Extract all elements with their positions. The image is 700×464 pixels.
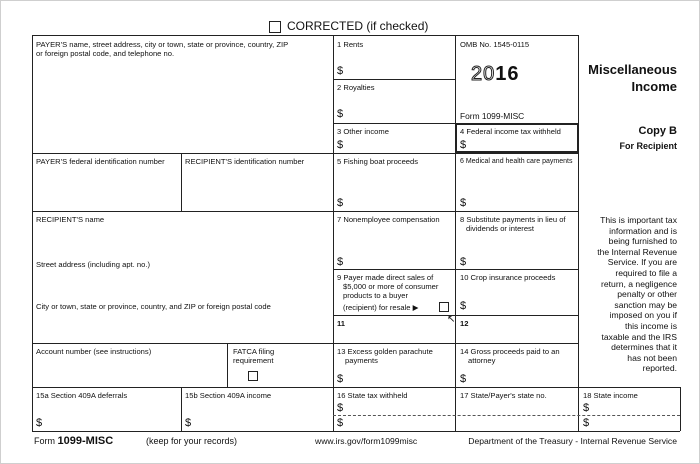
line-tin-top — [32, 153, 579, 154]
notice-line: being furnished to — [608, 236, 677, 247]
box18-label: 18 State income — [583, 391, 638, 400]
box7-dollar[interactable]: $ — [337, 256, 344, 268]
corrected-checkbox[interactable] — [269, 21, 281, 33]
box6-dollar[interactable]: $ — [460, 197, 467, 209]
fatca-label-2: requirement — [233, 356, 274, 365]
important-notice — [567, 215, 677, 374]
line-box16-split — [333, 415, 680, 416]
fatca-label-1: FATCA filing — [233, 347, 275, 356]
box6-label: 6 Medical and health care payments — [460, 158, 573, 165]
notice-line: penalty or other — [617, 289, 677, 300]
box11-label: 11 — [337, 319, 346, 328]
footer-form-word: Form — [34, 436, 55, 446]
footer-form — [34, 435, 113, 447]
city-label: City or town, state or province, country, and ZIP or foreign postal code — [36, 302, 271, 311]
form-name-small: Form 1099-MISC — [460, 111, 525, 121]
title-line-2: Income — [631, 79, 677, 94]
divider-col-a — [333, 35, 334, 431]
street-label: Street address (including apt. no.) — [36, 260, 150, 269]
divider-col-b — [455, 35, 456, 431]
box8-label-2: dividends or interest — [466, 224, 534, 233]
box10-label: 10 Crop insurance proceeds — [460, 273, 556, 282]
notice-line: has not been — [627, 352, 677, 363]
notice-line: sanction may be — [614, 299, 677, 310]
box16-dollar-2[interactable]: $ — [337, 417, 344, 429]
notice-line: return, a negligence — [601, 278, 677, 289]
tax-year-solid: 16 — [495, 63, 520, 85]
tax-year-outline: 20 — [471, 63, 496, 85]
box13-label-1: 13 Excess golden parachute — [337, 347, 433, 356]
box9-label-4: (recipient) for resale ▶ — [343, 303, 419, 312]
box12-label: 12 — [460, 319, 469, 328]
notice-line: information and is — [609, 225, 677, 236]
box16-label: 16 State tax withheld — [337, 391, 408, 400]
line-box11-top — [333, 315, 578, 316]
notice-line: required to file a — [615, 267, 677, 278]
box3-dollar[interactable]: $ — [337, 139, 344, 151]
box4-label: 4 Federal income tax withheld — [460, 127, 561, 136]
divider-tin — [181, 153, 182, 211]
line-box1-bottom — [333, 79, 455, 80]
box13-dollar[interactable]: $ — [337, 373, 344, 385]
box14-dollar[interactable]: $ — [460, 373, 467, 385]
divider-fatca — [227, 343, 228, 387]
box17-label: 17 State/Payer's state no. — [460, 391, 547, 400]
box5-label: 5 Fishing boat proceeds — [337, 157, 419, 166]
box14-label-1: 14 Gross proceeds paid to an — [460, 347, 560, 356]
box9-label-1: 9 Payer made direct sales of — [337, 273, 434, 282]
divider-15 — [181, 387, 182, 431]
box9-label-3: products to a buyer — [343, 291, 409, 300]
line-box15-top — [32, 387, 680, 388]
box15b-label: 15b Section 409A income — [185, 391, 272, 400]
line-box9-top — [333, 269, 578, 270]
mouse-cursor-icon: ↖ — [447, 314, 456, 325]
box18-dollar-2[interactable]: $ — [583, 417, 590, 429]
box3-label: 3 Other income — [337, 127, 389, 136]
box2-label: 2 Royalties — [337, 83, 375, 92]
footer-dept: Department of the Treasury - Internal Revenue Service — [468, 436, 677, 446]
account-label: Account number (see instructions) — [36, 347, 152, 356]
box8-label-1: 8 Substitute payments in lieu of — [460, 215, 566, 224]
payer-tin-label: PAYER'S federal identification number — [36, 157, 165, 166]
box16-dollar-1[interactable]: $ — [337, 402, 344, 414]
footer-keep: (keep for your records) — [146, 436, 238, 446]
box13-label-2: payments — [345, 356, 378, 365]
box1-dollar[interactable]: $ — [337, 65, 344, 77]
frame-left — [32, 35, 33, 431]
payer-label-2: or foreign postal code, and telephone no. — [36, 49, 175, 58]
frame-top — [32, 35, 578, 36]
box9-label-2: $5,000 or more of consumer — [343, 282, 439, 291]
box7-label: 7 Nonemployee compensation — [337, 215, 440, 224]
title-line-1: Miscellaneous — [588, 62, 677, 77]
tax-year — [471, 63, 520, 86]
box5-dollar[interactable]: $ — [337, 197, 344, 209]
footer-form-number: 1099-MISC — [57, 435, 114, 447]
frame-right-bottom — [680, 387, 681, 431]
payer-label-1: PAYER'S name, street address, city or town, state or province, country, ZIP — [36, 40, 289, 49]
fatca-checkbox[interactable] — [248, 371, 258, 381]
omb-number: OMB No. 1545-0115 — [460, 40, 530, 49]
box15a-dollar[interactable]: $ — [36, 417, 43, 429]
box4-dollar[interactable]: $ — [460, 139, 467, 151]
notice-line: this income is — [624, 320, 677, 331]
footer-url[interactable]: www.irs.gov/form1099misc — [315, 436, 418, 446]
recipient-name-label: RECIPIENT'S name — [36, 215, 105, 224]
notice-line: This is important tax — [600, 215, 677, 225]
box10-dollar[interactable]: $ — [460, 300, 467, 312]
corrected-label: CORRECTED (if checked) — [287, 19, 429, 33]
notice-line: reported. — [642, 363, 677, 374]
recipient-tin-label: RECIPIENT'S identification number — [185, 157, 305, 166]
box14-label-2: attorney — [468, 356, 496, 365]
notice-line: determines that it — [611, 342, 677, 353]
notice-line: the Internal Revenue — [597, 246, 677, 257]
copy-b: Copy B — [638, 125, 677, 137]
for-recipient: For Recipient — [619, 141, 677, 151]
notice-line: taxable and the IRS — [601, 331, 677, 342]
box9-checkbox[interactable] — [439, 302, 449, 312]
box2-dollar[interactable]: $ — [337, 108, 344, 120]
line-recipient-top — [32, 211, 578, 212]
box1-label: 1 Rents — [337, 40, 364, 49]
box8-dollar[interactable]: $ — [460, 256, 467, 268]
frame-bottom — [32, 431, 680, 432]
box18-dollar-1[interactable]: $ — [583, 402, 590, 414]
notice-line: imposed on you if — [609, 310, 677, 321]
line-account-top — [32, 343, 578, 344]
notice-line: Service. If you are — [607, 257, 677, 268]
box15a-label: 15a Section 409A deferrals — [36, 391, 128, 400]
box15b-dollar[interactable]: $ — [185, 417, 192, 429]
